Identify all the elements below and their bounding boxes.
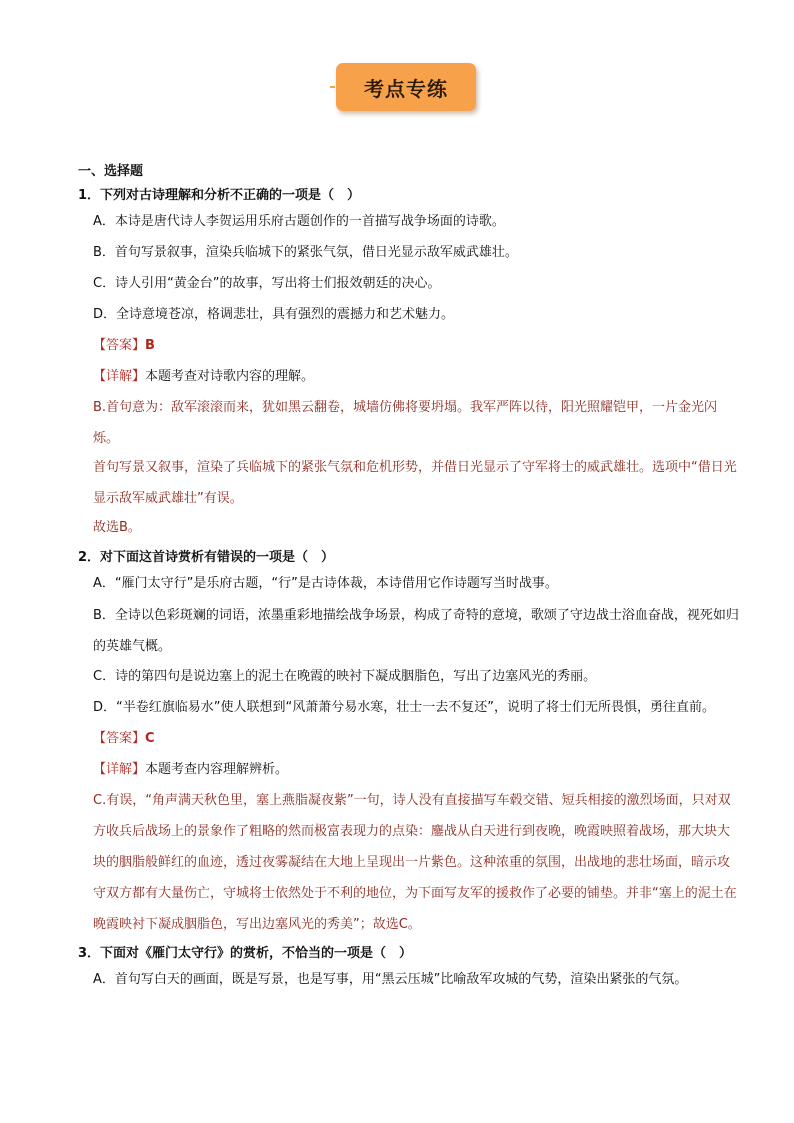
question-2-option-c: C．诗的第四句是说边塞上的泥土在晚霞的映衬下凝成胭脂色，写出了边塞风光的秀丽。 bbox=[93, 669, 597, 684]
question-2-title: 2．对下面这首诗赏析有错误的一项是（ ） bbox=[78, 550, 335, 565]
question-1-option-b: B．首句写景叙事，渲染兵临城下的紧张气氛，借日光显示敌军威武雄壮。 bbox=[93, 245, 518, 260]
answer-label: 【答案】 bbox=[93, 338, 146, 353]
question-1-answer bbox=[93, 336, 740, 356]
question-2-detail bbox=[93, 760, 740, 780]
detail-text: 本题考查对诗歌内容的理解。 bbox=[145, 369, 315, 384]
question-2-option-b: B．全诗以色彩斑斓的词语，浓墨重彩地描绘战争场景，构成了奇特的意境，歌颂了守边战士浴血奋战，视死如归的英雄气概。 bbox=[93, 608, 739, 654]
question-1-detail bbox=[93, 367, 740, 387]
section-title: 一、选择题 bbox=[78, 164, 144, 179]
answer-label: 【答案】 bbox=[93, 731, 146, 746]
section-banner bbox=[336, 63, 476, 111]
question-1-option-d: D．全诗意境苍凉，格调悲壮，具有强烈的震撼力和艺术魅力。 bbox=[93, 307, 455, 322]
question-1-explanation-2: 首句写景又叙事，渲染了兵临城下的紧张气氛和危机形势，并借日光显示了守军将士的威武雄壮。选项中“借日光显示敌军威武雄壮”有误。 bbox=[93, 460, 737, 506]
banner-decoration bbox=[330, 86, 335, 88]
question-1-conclusion: 故选B。 bbox=[93, 520, 141, 535]
question-1-option-c: C．诗人引用“黄金台”的故事，写出将士们报效朝廷的决心。 bbox=[93, 276, 441, 291]
question-2-option-a: A．“雁门太守行”是乐府古题，“行”是古诗体裁，本诗借用它作诗题写当时战事。 bbox=[93, 576, 558, 591]
question-1-explanation-1: B.首句意为：敌军滚滚而来，犹如黑云翻卷，城墙仿佛将要坍塌。我军严阵以待，阳光照耀铠甲，一片金光闪烁。 bbox=[93, 400, 718, 446]
document-body bbox=[78, 162, 740, 1001]
question-2-explanation: C.有误，“角声满天秋色里，塞上燕脂凝夜紫”一句，诗人没有直接描写车毂交错、短兵相接的激烈场面，只对双方收兵后战场上的景象作了粗略的然而极富表现力的点染：鏖战从白天进行到夜晚，晚霞映照着战场，那大块大块的胭脂般鲜红的血迹，透过夜雾凝结在大地上呈现出一片紫色。这种浓重的氛围，出战地的悲壮场面，暗示攻守双方都有大量伤亡，守城将士依然处于不利的地位，为下面写友军的援救作了必要的铺垫。并非“塞上的泥土在晚霞映衬下凝成胭脂色，写出边塞风光的秀美”；故选C。 bbox=[93, 793, 737, 932]
question-3-option-a: A．首句写白天的画面，既是写景，也是写事，用“黑云压城”比喻敌军攻城的气势，渲染出紧张的气氛。 bbox=[93, 972, 688, 987]
detail-label: 【详解】 bbox=[93, 762, 146, 777]
question-3-title: 3．下面对《雁门太守行》的赏析，不恰当的一项是（ ） bbox=[78, 946, 413, 961]
question-2-answer bbox=[93, 729, 740, 749]
answer-value: C bbox=[145, 731, 155, 746]
question-1-title: 1．下列对古诗理解和分析不正确的一项是（ ） bbox=[78, 188, 361, 203]
detail-label: 【详解】 bbox=[93, 369, 146, 384]
detail-text: 本题考查内容理解辨析。 bbox=[145, 762, 289, 777]
question-1-option-a: A．本诗是唐代诗人李贺运用乐府古题创作的一首描写战争场面的诗歌。 bbox=[93, 214, 505, 229]
banner-title: 考点专练 bbox=[364, 76, 448, 101]
answer-value: B bbox=[145, 338, 155, 353]
question-2-option-d: D．“半卷红旗临易水”使人联想到“风萧萧兮易水寒，壮士一去不复还”，说明了将士们无所畏惧，勇往直前。 bbox=[93, 700, 715, 715]
